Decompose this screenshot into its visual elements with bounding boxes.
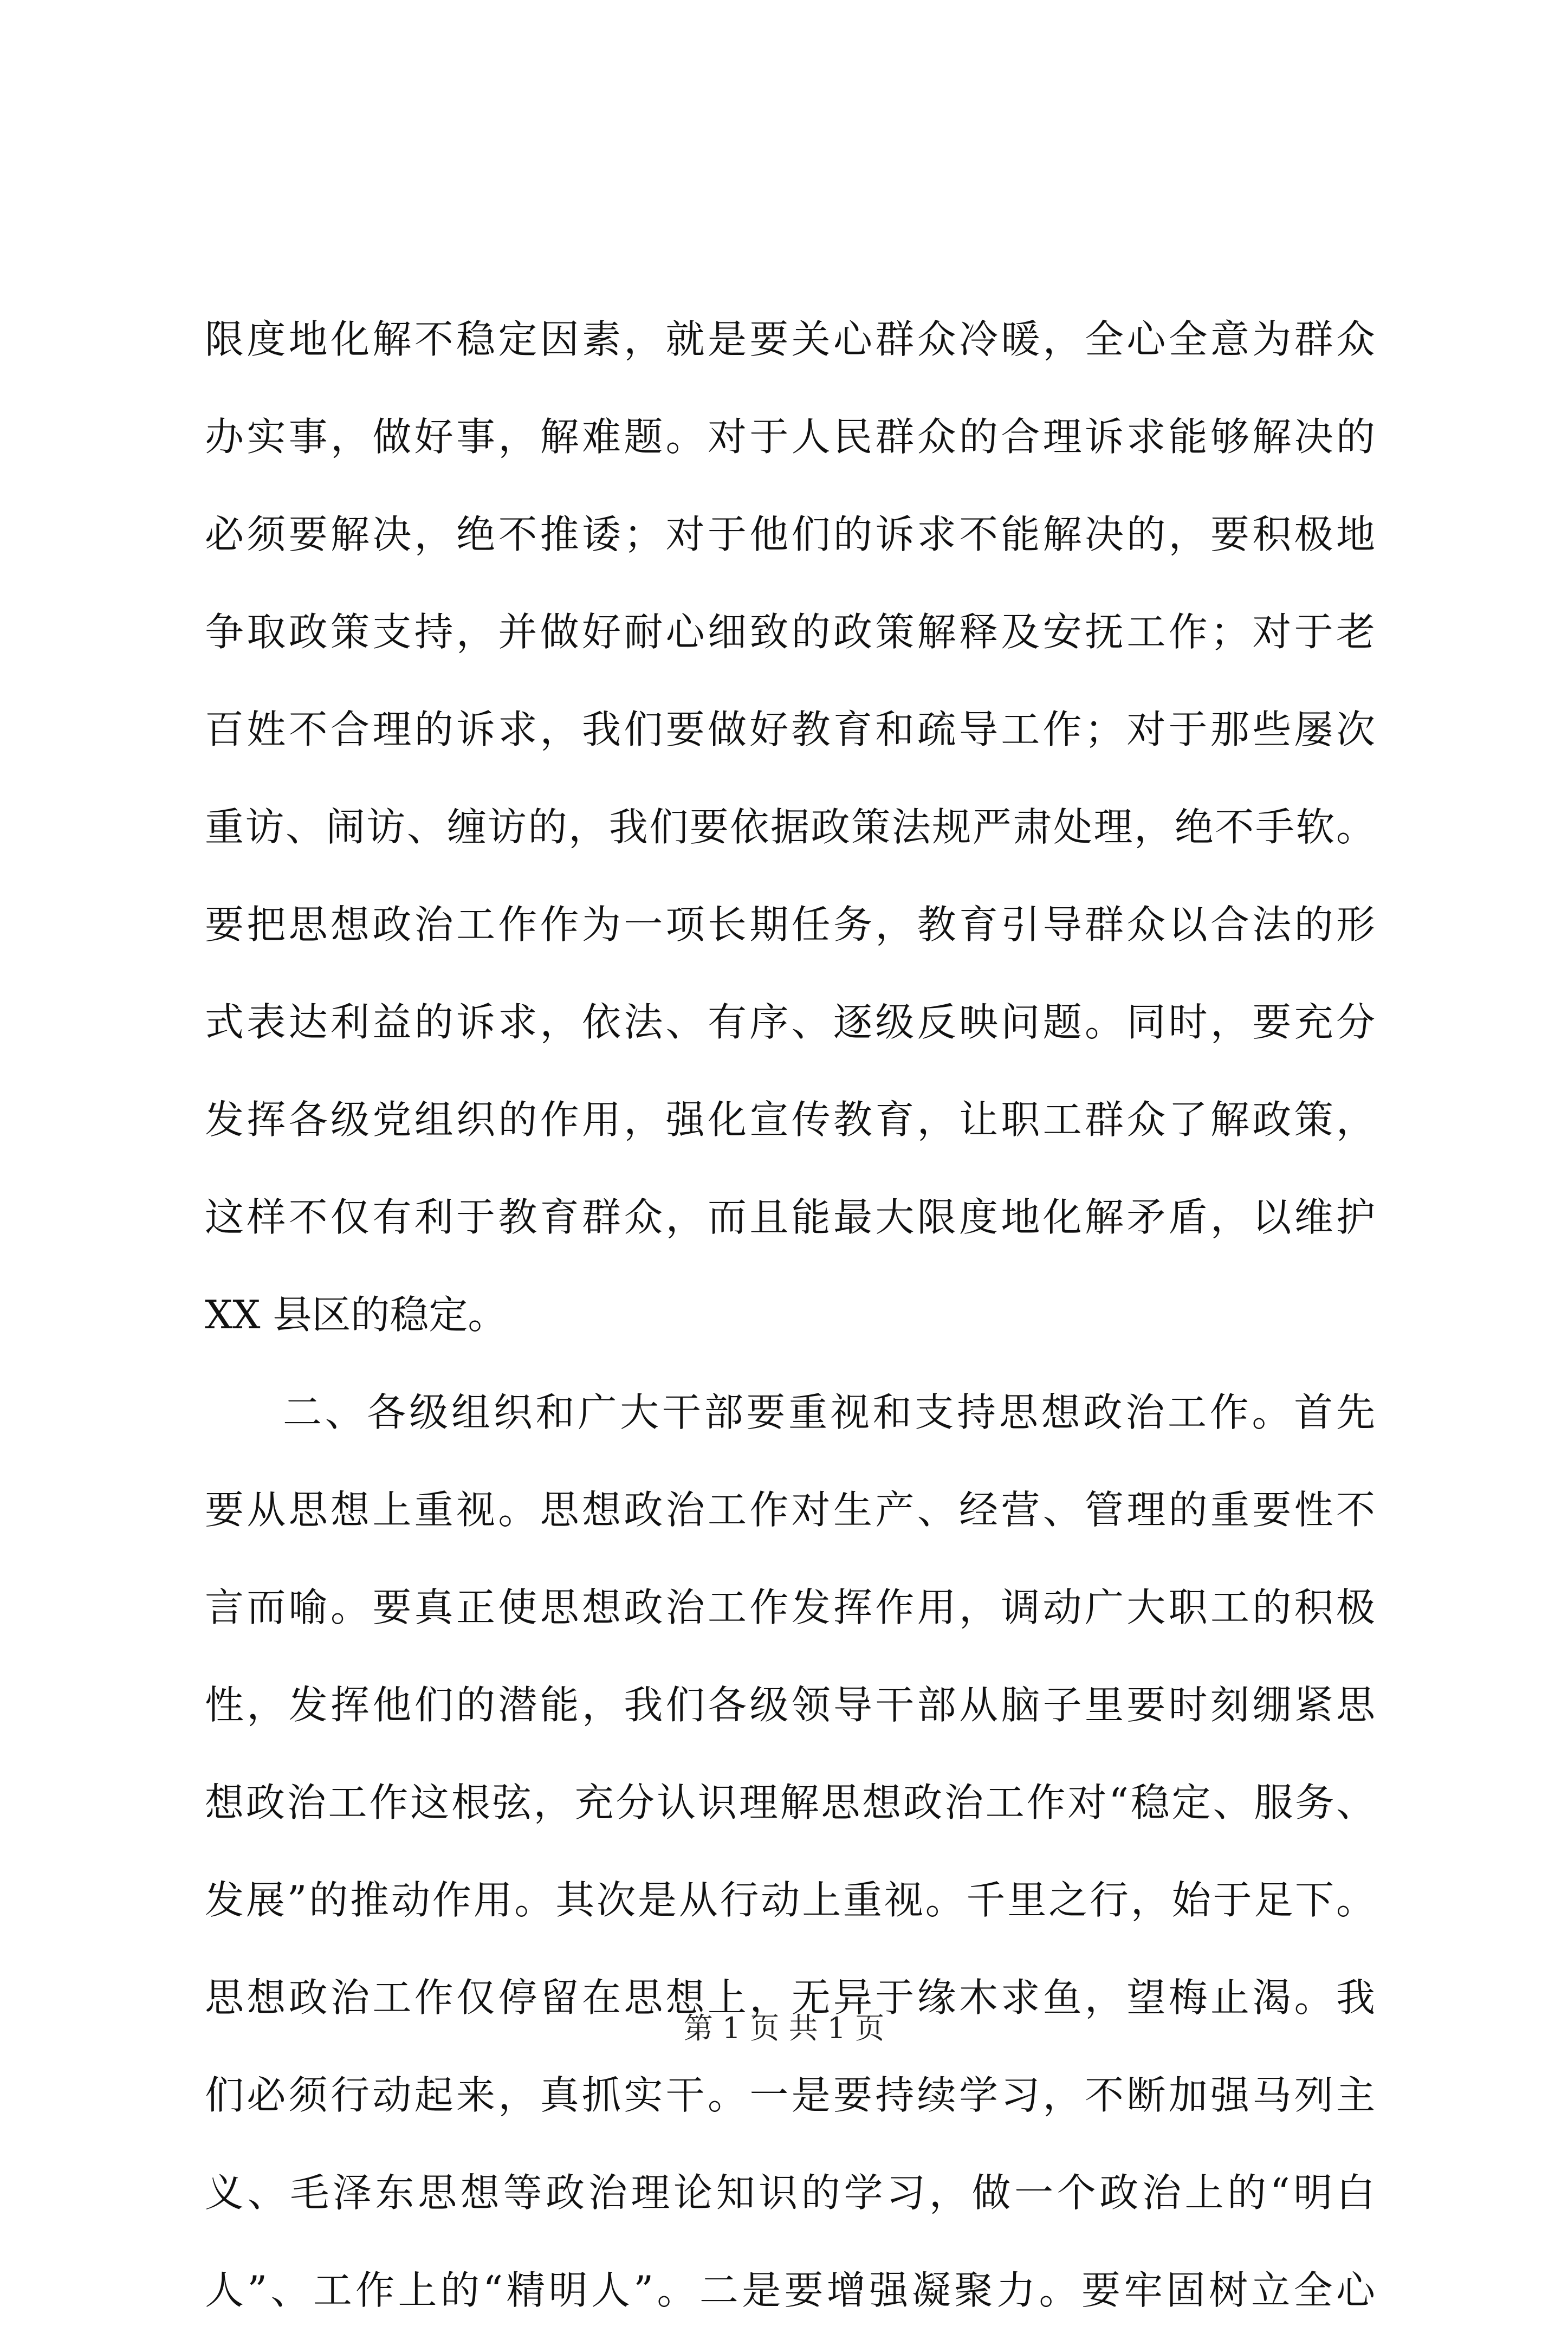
text-line: 要从思想上重视。思想政治工作对生产、经营、管理的重要性不 <box>205 1487 1375 1533</box>
page-footer: 第 1 页 共 1 页 <box>683 2011 885 2045</box>
text-line: 要把思想政治工作作为一项长期任务，教育引导群众以合法的形 <box>205 902 1375 947</box>
text-line: 限度地化解不稳定因素，就是要关心群众冷暖，全心全意为群众 <box>205 316 1375 362</box>
text-line: 思想政治工作仅停留在思想上，无异于缘木求鱼，望梅止渴。我 <box>205 1975 1375 2020</box>
paragraph-start-line: 二、各级组织和广大干部要重视和支持思想政治工作。首先 <box>283 1390 1375 1435</box>
text-line: 言而喻。要真正使思想政治工作发挥作用，调动广大职工的积极 <box>205 1585 1375 1630</box>
text-line: 想政治工作这根弦，充分认识理解思想政治工作对“稳定、服务、 <box>205 1780 1375 1825</box>
text-line: 办实事，做好事，解难题。对于人民群众的合理诉求能够解决的 <box>205 414 1375 460</box>
text-line: 争取政策支持，并做好耐心细致的政策解释及安抚工作；对于老 <box>205 609 1375 655</box>
text-line: 重访、闹访、缠访的，我们要依据政策法规严肃处理，绝不手软。 <box>205 804 1375 850</box>
text-line: 必须要解决，绝不推诿；对于他们的诉求不能解决的，要积极地 <box>205 512 1375 557</box>
text-line: 发挥各级党组织的作用，强化宣传教育，让职工群众了解政策， <box>205 1097 1375 1142</box>
text-line: 百姓不合理的诉求，我们要做好教育和疏导工作；对于那些屡次 <box>205 707 1375 752</box>
text-line: XX 县区的稳定。 <box>205 1292 507 1338</box>
text-line: 人”、工作上的“精明人”。二是要增强凝聚力。要牢固树立全心 <box>205 2267 1375 2313</box>
text-line: 义、毛泽东思想等政治理论知识的学习，做一个政治上的“明白 <box>205 2170 1375 2215</box>
text-line: 这样不仅有利于教育群众，而且能最大限度地化解矛盾，以维护 <box>205 1194 1375 1240</box>
text-line: 式表达利益的诉求，依法、有序、逐级反映问题。同时，要充分 <box>205 999 1375 1045</box>
text-line: 性，发挥他们的潜能，我们各级领导干部从脑子里要时刻绷紧思 <box>205 1682 1375 1728</box>
text-line: 发展”的推动作用。其次是从行动上重视。千里之行，始于足下。 <box>205 1877 1375 1923</box>
text-line: 们必须行动起来，真抓实干。一是要持续学习，不断加强马列主 <box>205 2072 1375 2118</box>
